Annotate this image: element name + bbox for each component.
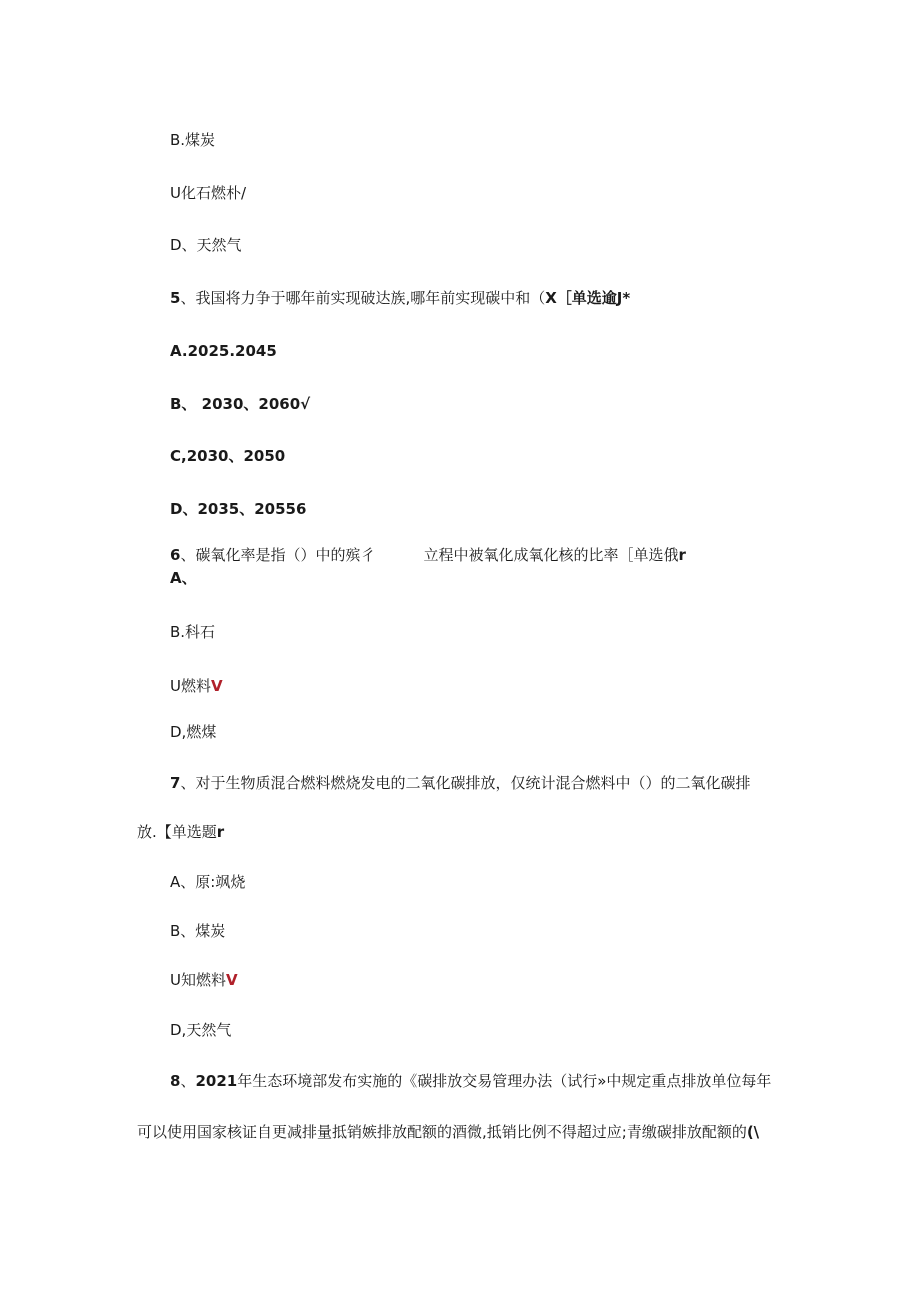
option-text: C,2030、2050 <box>170 447 286 465</box>
option-d-line <box>170 722 216 742</box>
question-text: 、碳氧化率是指（）中的殡彳 <box>180 546 376 564</box>
option-text: D,燃煤 <box>170 723 217 741</box>
option-a-line <box>170 872 245 892</box>
question-5 <box>170 288 630 308</box>
option-text: D、2035、20556 <box>170 500 307 518</box>
option-text: A.2025.2045 <box>170 342 277 360</box>
question-7-continued <box>137 822 224 842</box>
question-text: 、我国将力争于哪年前实现破达族,哪年前实现碳中和（ <box>180 289 546 307</box>
question-text: 年生态环境部发布实施的《碳排放交易管理办法（试行»中规定重点排放单位每年 <box>237 1072 772 1090</box>
question-text: 立程中被氧化成氧化核的比率［单选俄 <box>423 546 679 564</box>
option-text: B.煤炭 <box>170 131 216 149</box>
option-b-line <box>170 622 215 642</box>
question-tail: (\ <box>746 1123 760 1141</box>
option-text: U化石燃朴/ <box>170 184 247 202</box>
question-8-continued <box>137 1122 759 1142</box>
option-text: B、 2030、2060√ <box>170 395 311 413</box>
option-text: D,天然气 <box>170 1021 232 1039</box>
question-type-tag: X［单选逾J* <box>545 289 631 307</box>
option-text: A、原:飒烧 <box>170 873 246 891</box>
question-number: 5 <box>170 289 181 307</box>
option-d-line <box>170 235 242 255</box>
option-c-line <box>170 183 246 203</box>
question-text: 、 <box>180 1072 196 1090</box>
question-number: 6 <box>170 546 181 564</box>
option-text: D、天然气 <box>170 236 242 254</box>
question-type-tag: r <box>678 546 686 564</box>
question-7 <box>170 773 750 793</box>
option-a-line <box>170 341 277 361</box>
option-d-line <box>170 1020 231 1040</box>
question-text: 、对于生物质混合燃料燃烧发电的二氧化碳排放，仅统计混合燃料中（）的二氧化碳排 <box>180 774 751 792</box>
question-6 <box>170 545 686 565</box>
question-number: 7 <box>170 774 181 792</box>
question-year: 2021 <box>195 1072 238 1090</box>
option-text: B、煤炭 <box>170 922 226 940</box>
correct-answer-mark: V <box>225 971 238 989</box>
correct-answer-mark: V <box>210 677 223 695</box>
question-number: 8 <box>170 1072 181 1090</box>
option-text: B.科石 <box>170 623 216 641</box>
question-text: 可以使用国家核证自更减排量抵销嫉排放配额的酒微,抵销比例不得超过应;青缴碳排放配额的 <box>137 1123 747 1141</box>
option-c-line <box>170 446 285 466</box>
option-b-line <box>170 921 225 941</box>
question-type-tag: r <box>216 823 225 841</box>
option-text: A、 <box>170 569 197 587</box>
option-c-line <box>170 676 223 696</box>
option-d-line <box>170 499 306 519</box>
option-text: U知燃料 <box>170 971 226 989</box>
question-8 <box>170 1071 771 1091</box>
option-c-line <box>170 970 238 990</box>
option-b-line <box>170 130 215 150</box>
option-b-line <box>170 394 310 414</box>
option-text: U燃料 <box>170 677 211 695</box>
option-a-line <box>170 568 197 588</box>
question-text: 放.【单选题 <box>137 823 217 841</box>
